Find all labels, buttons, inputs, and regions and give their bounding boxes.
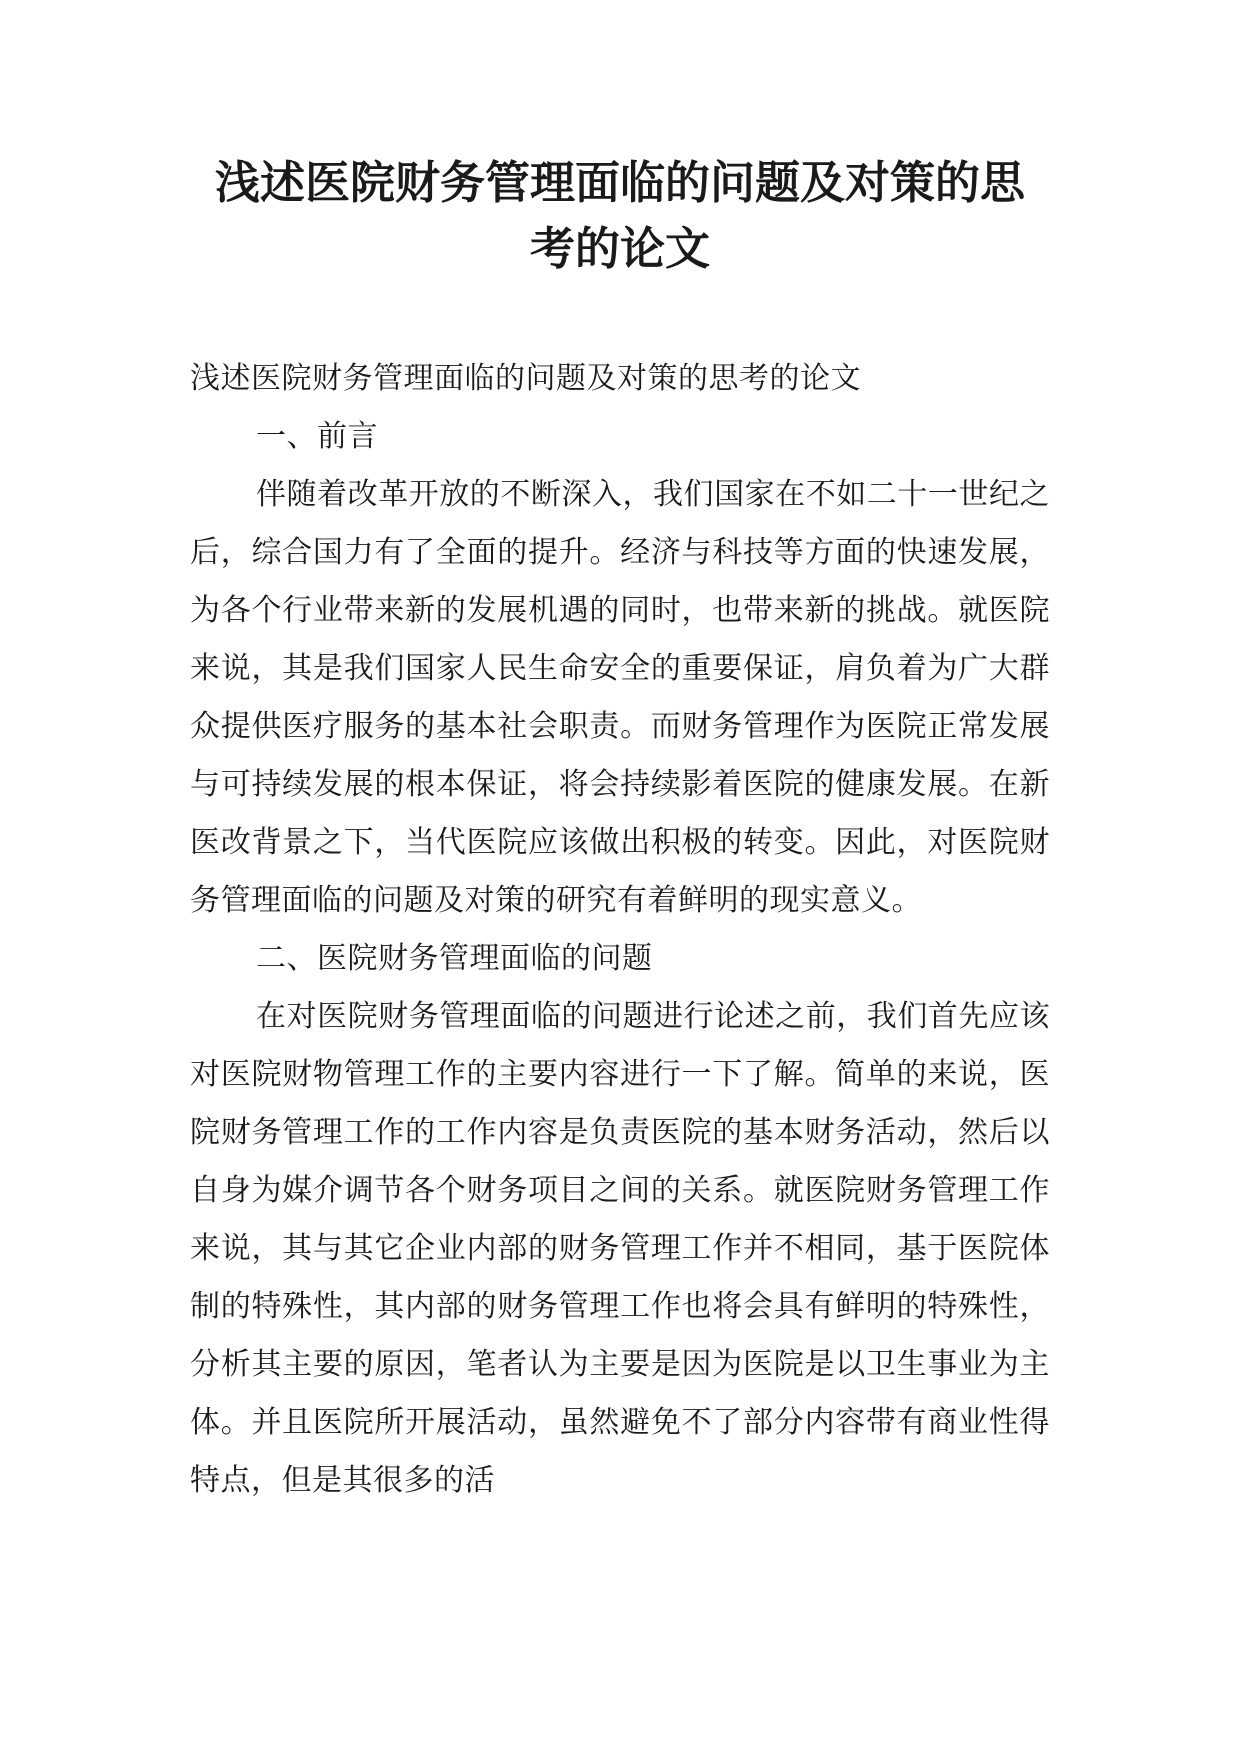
- subtitle-line: 浅述医院财务管理面临的问题及对策的思考的论文: [190, 361, 861, 396]
- paragraph-problems: 在对医院财务管理面临的问题进行论述之前，我们首先应该对医院财物管理工作的主要内容进行一下了解。简单的来说，医院财务管理工作的工作内容是负责医院的基本财务活动，然后以自身为媒介调节各个财务项目之间的关系。就医院财务管理工作来说，其与其它企业内部的财务管理工作并不相同，基于医院体制的特殊性，其内部的财务管理工作也将会具有鲜明的特殊性，分析其主要的原因，笔者认为主要是因为医院是以卫生事业为主体。并且医院所开展活动，虽然避免不了部分内容带有商业性得特点，但是其很多的活: [190, 999, 1050, 1498]
- title-line-1: 浅述医院财务管理面临的问题及对策的思: [214, 156, 1025, 209]
- document-body: [190, 350, 1050, 1510]
- section-heading-intro: 一、前言: [256, 419, 378, 454]
- paragraph-intro: 伴随着改革开放的不断深入，我们国家在不如二十一世纪之后，综合国力有了全面的提升。经济与科技等方面的快速发展，为各个行业带来新的发展机遇的同时，也带来新的挑战。就医院来说，其是我们国家人民生命安全的重要保证，肩负着为广大群众提供医疗服务的基本社会职责。而财务管理作为医院正常发展与可持续发展的根本保证，将会持续影着医院的健康发展。在新医改背景之下，当代医院应该做出积极的转变。因此，对医院财务管理面临的问题及对策的研究有着鲜明的现实意义。: [190, 477, 1050, 918]
- section-heading-problems: 二、医院财务管理面临的问题: [256, 941, 653, 976]
- title-line-2: 考的论文: [529, 222, 710, 275]
- document-title: [190, 150, 1050, 282]
